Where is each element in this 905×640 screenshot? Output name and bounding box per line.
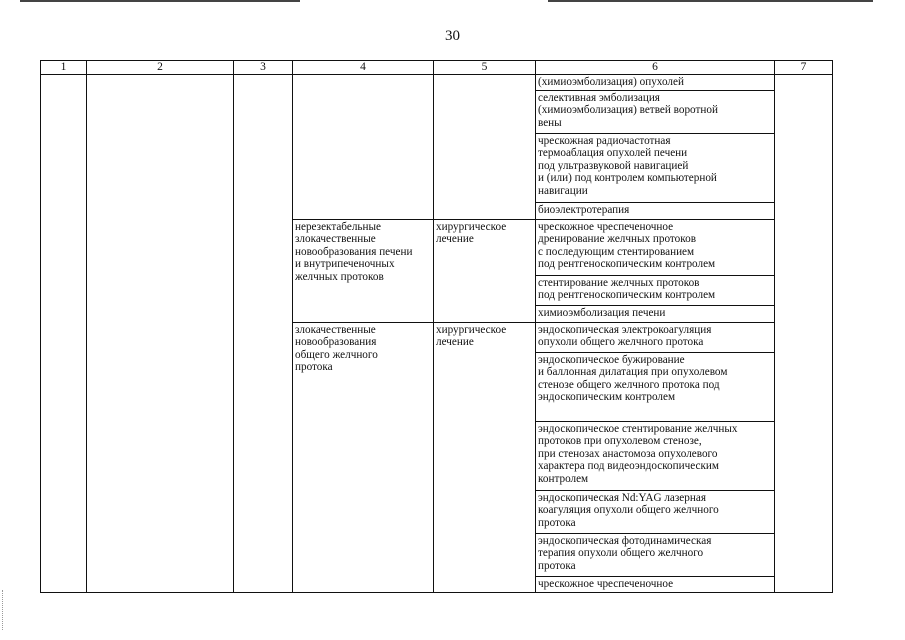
- table-body: [41, 75, 833, 593]
- method-cell: химиоэмболизация печени: [536, 305, 775, 322]
- method-cell: эндоскопическая Nd:YAG лазерная коагуляция опухоли общего желчного протока: [536, 490, 775, 533]
- treatment-type-cell: хирургическое лечение: [434, 322, 536, 592]
- condition-cell: [293, 75, 434, 220]
- method-cell: стентирование желчных протоков под рентгеноскопическим контролем: [536, 275, 775, 305]
- condition-cell: злокачественные новообразования общего желчного протока: [293, 322, 434, 592]
- table-row: [41, 75, 833, 91]
- column-number-row: [41, 61, 833, 75]
- scan-margin-marks: [2, 590, 5, 630]
- treatment-type-cell: [434, 75, 536, 220]
- column-header-6: 6: [536, 61, 775, 75]
- condition-cell: нерезектабельные злокачественные новообразования печени и внутрипеченочных желчных протоков: [293, 219, 434, 322]
- col1-cell: [41, 75, 87, 593]
- column-header-4: 4: [293, 61, 434, 75]
- col3-cell: [234, 75, 293, 593]
- column-header-3: 3: [234, 61, 293, 75]
- column-header-5: 5: [434, 61, 536, 75]
- scan-edge-right: [548, 0, 873, 2]
- treatment-type-cell: хирургическое лечение: [434, 219, 536, 322]
- column-header-7: 7: [775, 61, 833, 75]
- column-header-2: 2: [87, 61, 234, 75]
- method-cell: чрескожная радиочастотная термоаблация опухолей печени под ультразвуковой навигацией и (или) под контролем компьютерной навигации: [536, 133, 775, 202]
- col7-cell: [775, 75, 833, 593]
- col2-cell: [87, 75, 234, 593]
- method-cell: чрескожное чреспеченочное: [536, 576, 775, 592]
- method-cell: эндоскопическая электрокоагуляция опухоли общего желчного протока: [536, 322, 775, 352]
- column-header-1: 1: [41, 61, 87, 75]
- method-cell: чрескожное чреспеченочное дренирование желчных протоков с последующим стентированием под рентгеноскопическим контролем: [536, 219, 775, 275]
- method-cell: селективная эмболизация (химиоэмболизация) ветвей воротной вены: [536, 90, 775, 133]
- method-cell: биоэлектротерапия: [536, 202, 775, 219]
- scan-edge-left: [20, 0, 300, 2]
- medical-procedures-table: [40, 60, 833, 593]
- method-cell: эндоскопическое бужирование и баллонная дилатация при опухолевом стенозе общего желчного протока под эндоскопическим контролем: [536, 352, 775, 421]
- method-cell: эндоскопическое стентирование желчных протоков при опухолевом стенозе, при стенозах анастомоза опухолевого характера под видеоэндоскопическим контролем: [536, 421, 775, 490]
- method-cell: эндоскопическая фотодинамическая терапия опухоли общего желчного протока: [536, 533, 775, 576]
- page-number: 30: [445, 28, 460, 44]
- method-cell: (химиоэмболизация) опухолей: [536, 75, 775, 91]
